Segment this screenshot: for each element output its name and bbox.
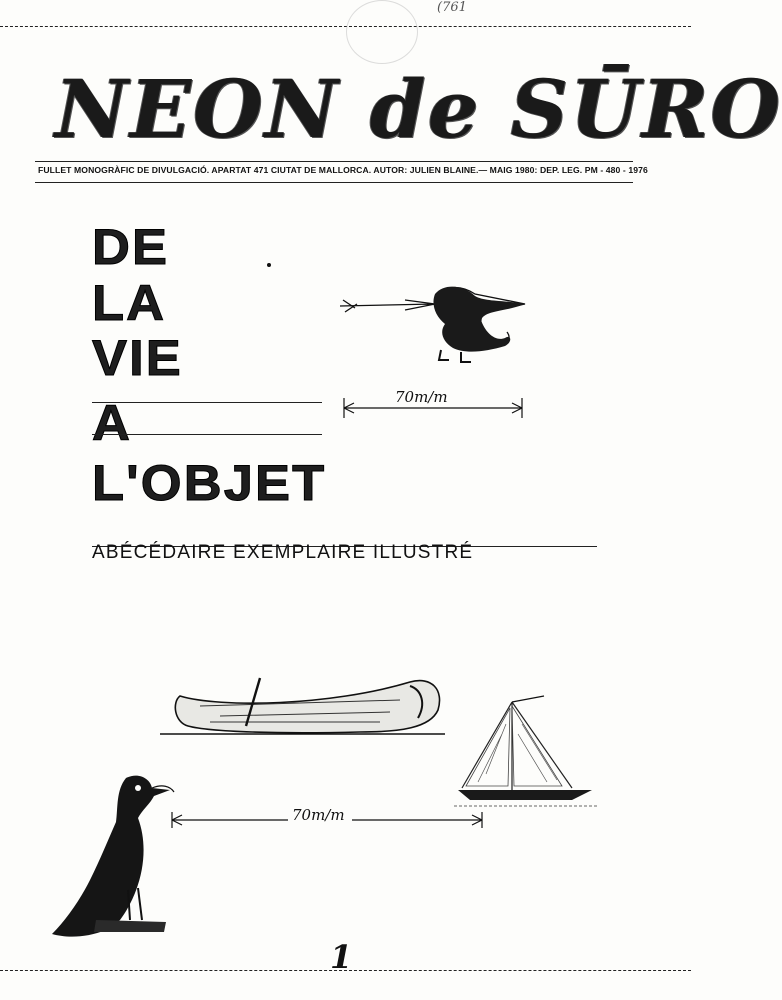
title-line-la: LA bbox=[92, 275, 167, 331]
page-number: 1 bbox=[330, 938, 353, 976]
header-rule-top bbox=[35, 161, 633, 162]
ink-dot bbox=[267, 263, 271, 267]
winged-dragon-icon bbox=[335, 282, 530, 364]
rule-a-top bbox=[92, 402, 322, 403]
measure-label-bottom: 70m/m bbox=[292, 806, 345, 824]
title-line-de: DE bbox=[92, 219, 170, 275]
masthead-title: NEON de SŪRO bbox=[55, 62, 782, 156]
measure-label-top: 70m/m bbox=[395, 388, 448, 406]
title-line-vie: VIE bbox=[92, 330, 183, 386]
rule-a-bottom bbox=[92, 434, 322, 435]
hornbill-bird-icon bbox=[46, 770, 176, 942]
sailboat-icon bbox=[452, 694, 602, 812]
title-line-a: A bbox=[92, 395, 133, 451]
library-stamp-icon bbox=[346, 0, 418, 64]
bottom-dashed-rule bbox=[0, 970, 691, 971]
subtitle: ABÉCÉDAIRE EXEMPLAIRE ILLUSTRÉ bbox=[92, 542, 474, 563]
title-line-objet: L'OBJET bbox=[92, 455, 327, 511]
canoe-icon bbox=[160, 676, 450, 738]
publication-info: FULLET MONOGRÀFIC DE DIVULGACIÓ. APARTAT 471 CIUTAT DE MALLORCA. AUTOR: JULIEN BLAINE.— MAIG 1980: DEP. LEG. PM - 480 - 1976 bbox=[38, 165, 648, 175]
corner-mark: (761 bbox=[437, 0, 467, 15]
header-rule-bottom bbox=[35, 182, 633, 183]
